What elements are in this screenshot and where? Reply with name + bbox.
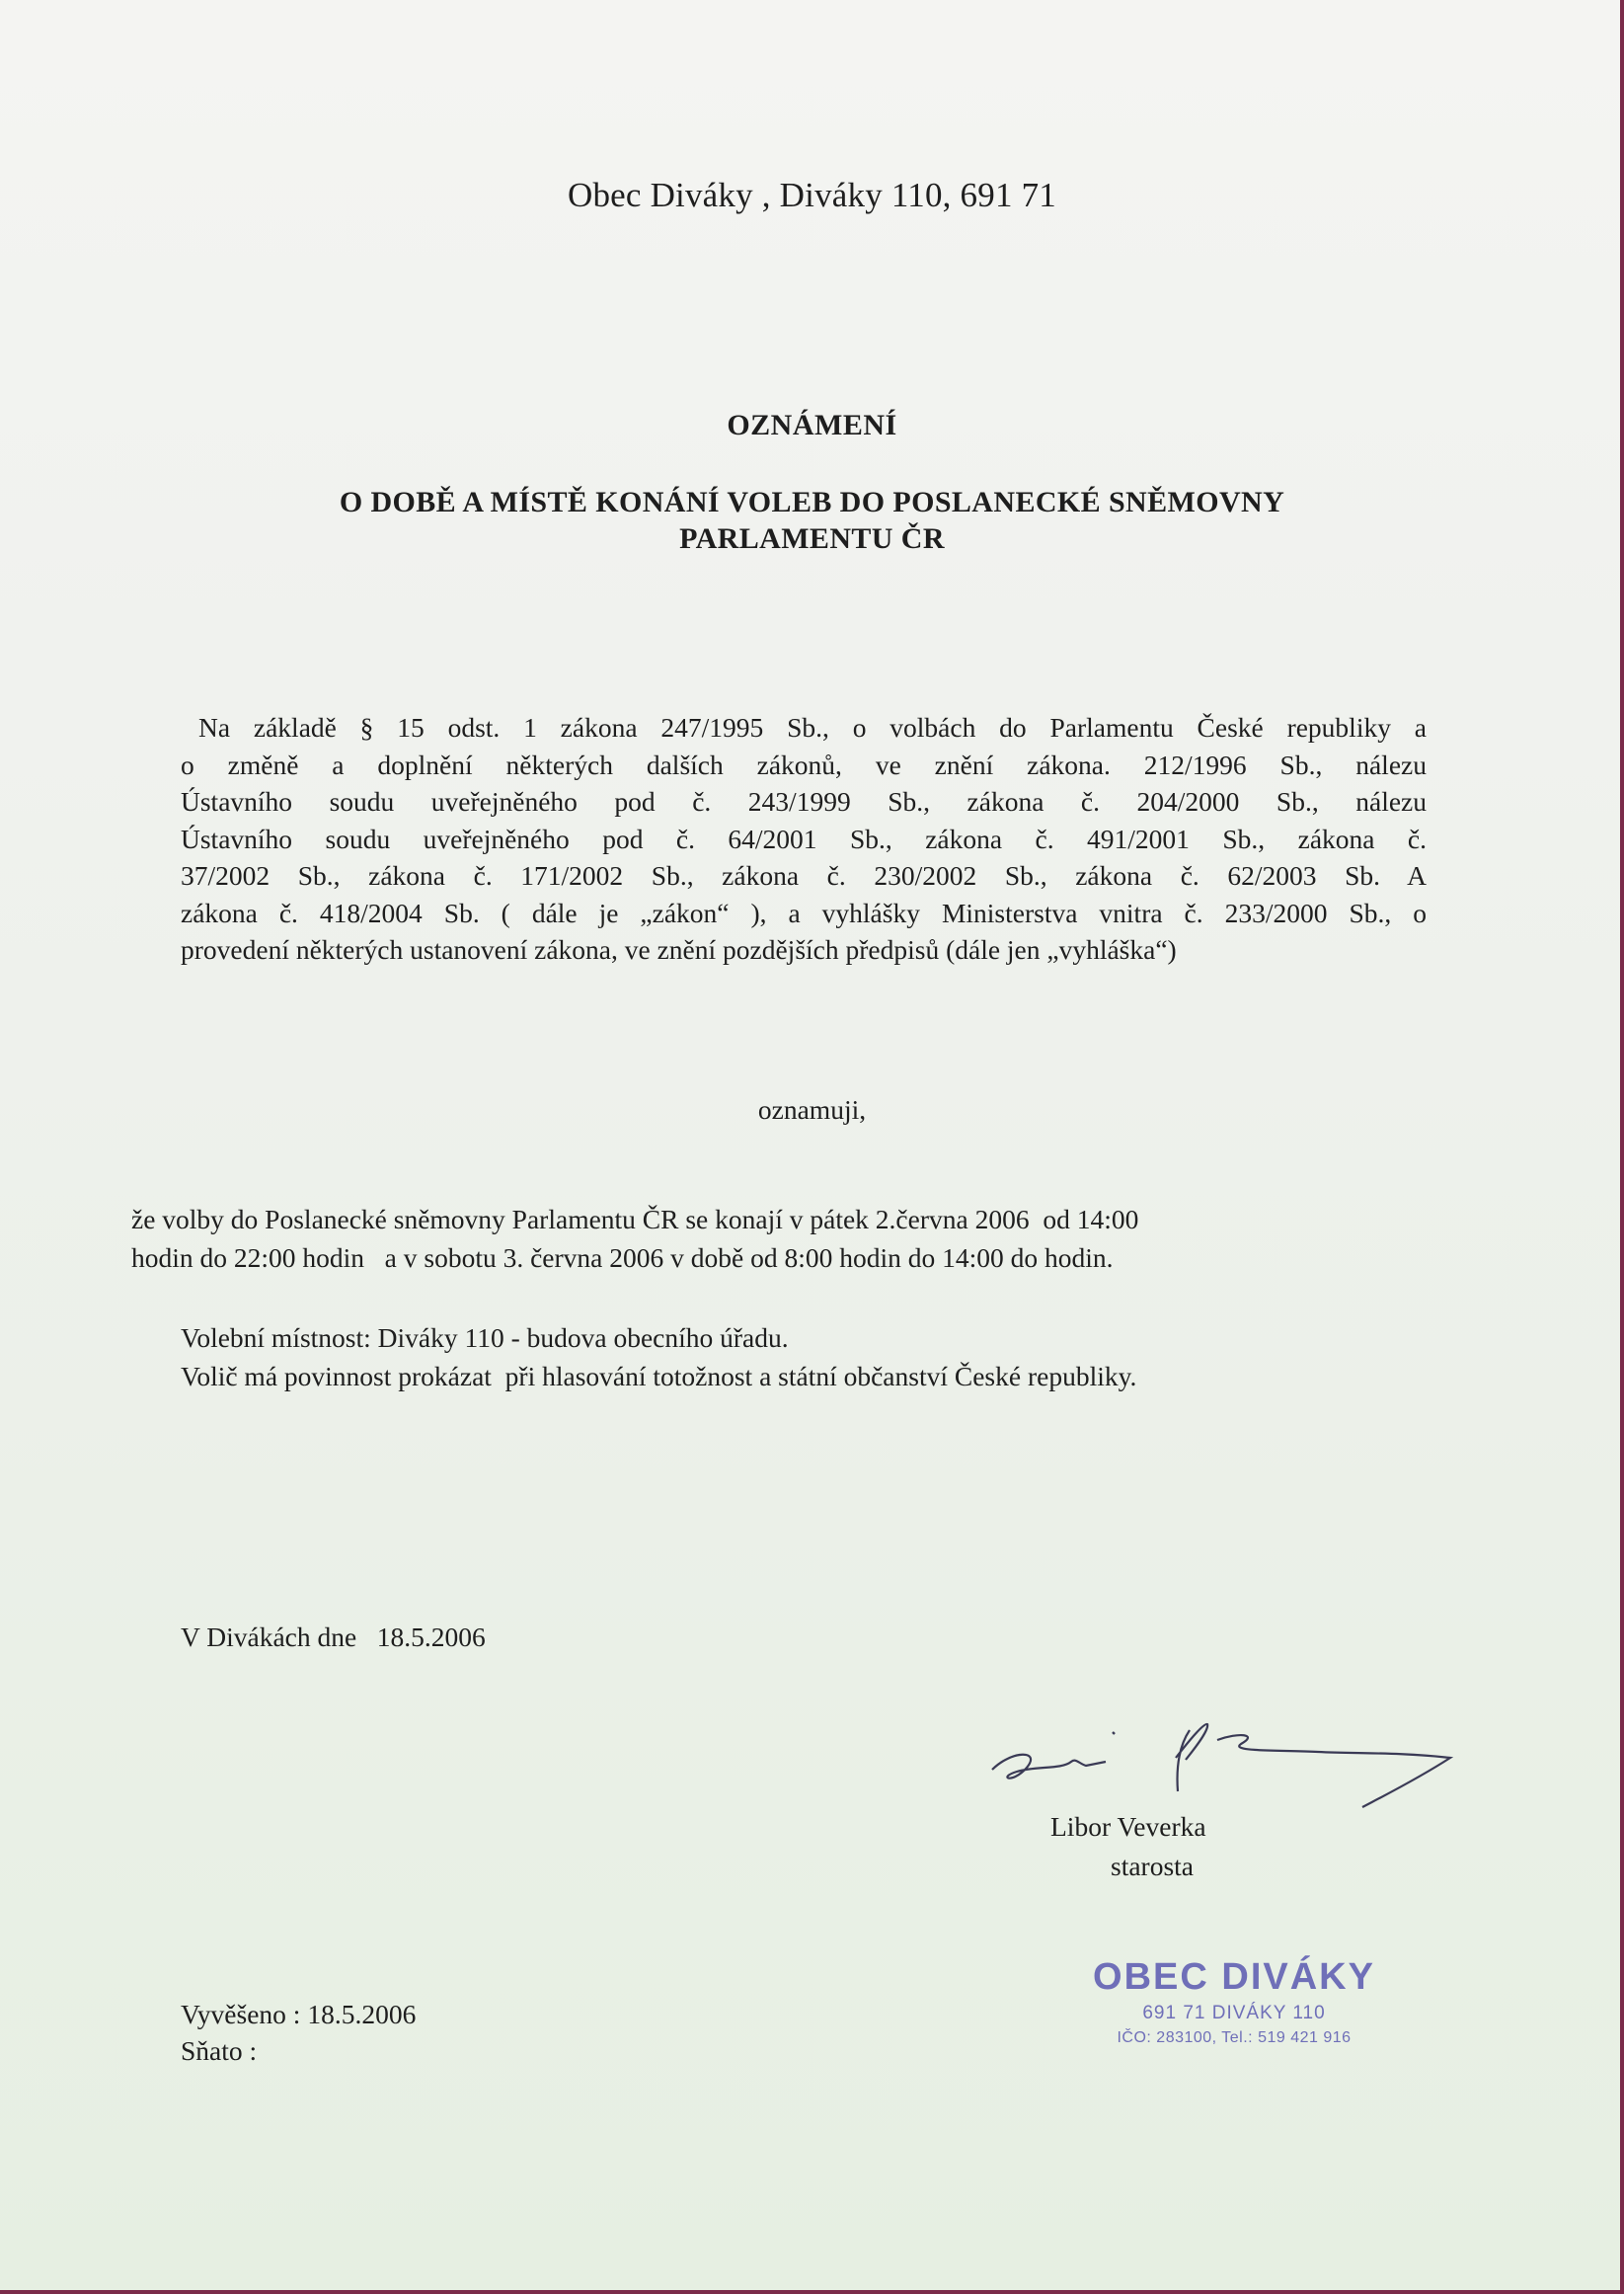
removed-date: Sňato : [181,2035,258,2066]
subtitle-line-1: O DOBĚ A MÍSTĚ KONÁNÍ VOLEB DO POSLANECKÉ SNĚMOVNY [339,486,1285,518]
document-subtitle [0,484,1624,557]
voter-id-line: Volič má povinnost prokázat při hlasování totožnost a státní občanství České republiky. [181,1361,1137,1391]
posting-record [181,1996,416,2069]
legal-line: Ústavního soudu uveřejněného pod č. 64/2001 Sb., zákona č. 491/2001 Sb., zákona č. [181,823,1427,854]
election-statement [131,1200,1395,1277]
stamp-ids: IČO: 283100, Tel.: 519 421 916 [1117,2029,1352,2046]
stamp-address: 691 71 DIVÁKY 110 [1142,2003,1326,2023]
posted-date: Vyvěšeno : 18.5.2006 [181,1999,417,2029]
subtitle-line-2: PARLAMENTU ČR [679,522,945,555]
statement-line: hodin do 22:00 hodin a v sobotu 3. června 2006 v době od 8:00 hodin do 14:00 do hodin. [131,1242,1114,1273]
issue-date: V Divákách dne 18.5.2006 [181,1622,486,1652]
signer-block [1027,1807,1323,1886]
legal-line: Ústavního soudu uveřejněného pod č. 243/1999 Sb., zákona č. 204/2000 Sb., nálezu [181,786,1427,817]
polling-place-info [181,1318,1444,1395]
stamp-title: OBEC DIVÁKY [1093,1956,1375,1998]
document-title: OZNÁMENÍ [727,409,897,441]
signer-role: starosta [1111,1851,1195,1881]
announce-word: oznamuji, [757,1094,867,1125]
signer-name: Libor Veverka [1050,1811,1206,1842]
legal-line: o změně a doplnění některých dalších zákonů, ve znění zákona. 212/1996 Sb., nálezu [181,749,1427,780]
legal-line: zákona č. 418/2004 Sb. ( dále je „zákon“ ), a vyhlášky Ministerstva vnitra č. 233/2000 Sb., o [181,897,1427,928]
legal-line: provedení některých ustanovení zákona, ve znění pozdějších předpisů (dále jen „vyhláška“) [181,934,1177,965]
municipal-stamp [1037,1955,1431,2050]
polling-room-line: Volební místnost: Diváky 110 - budova obecního úřadu. [181,1322,789,1353]
legal-basis-paragraph [181,709,1427,969]
statement-line: že volby do Poslanecké sněmovny Parlamentu ČR se konají v pátek 2.června 2006 od 14:00 [131,1204,1139,1234]
legal-line: 37/2002 Sb., zákona č. 171/2002 Sb., zákona č. 230/2002 Sb., zákona č. 62/2003 Sb. A [181,860,1427,891]
municipality-header: Obec Diváky , Diváky 110, 691 71 [567,176,1056,214]
legal-line: Na základě § 15 odst. 1 zákona 247/1995 Sb., o volbách do Parlamentu České republiky a [198,712,1427,743]
